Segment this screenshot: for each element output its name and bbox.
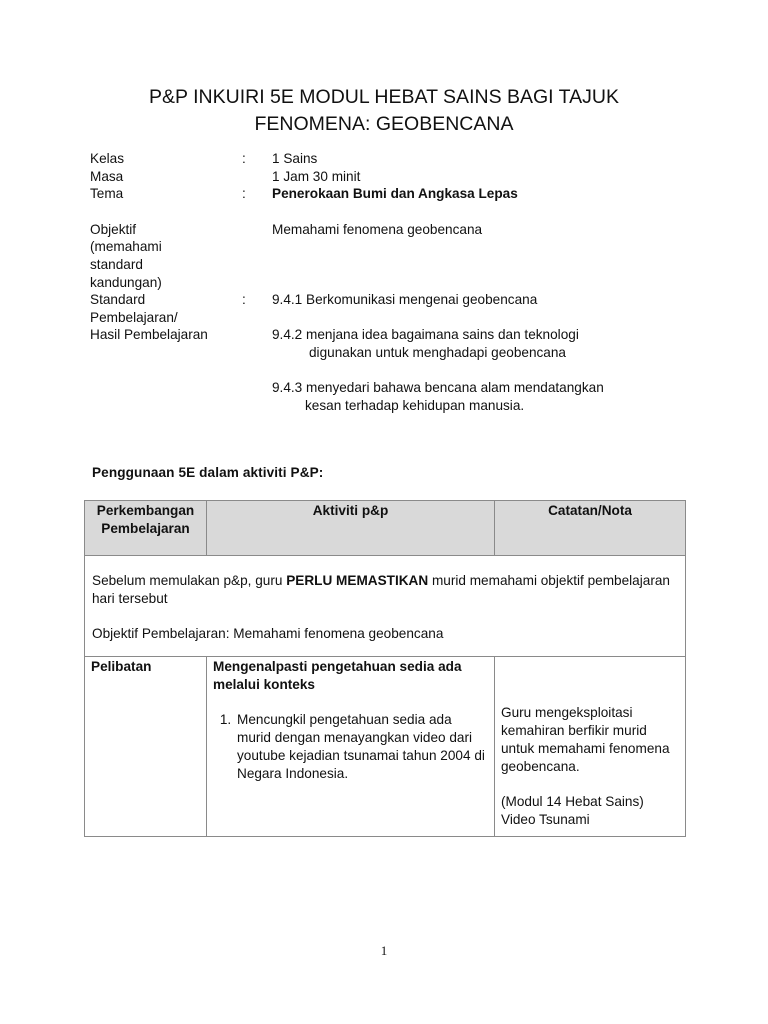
kelas-colon: :	[242, 151, 246, 166]
standard-label-line: Standard	[90, 292, 146, 308]
intro-instruction	[92, 572, 678, 608]
tema-value: Penerokaan Bumi dan Angkasa Lepas	[272, 186, 518, 202]
objektif-label-line: kandungan)	[90, 274, 162, 290]
masa-value: 1 Jam 30 minit	[272, 168, 361, 184]
info-row-standard	[90, 291, 690, 414]
objektif-label	[90, 221, 235, 291]
intro-text: Sebelum memulakan p&p, guru	[92, 573, 287, 588]
note-reference: (Modul 14 Hebat Sains) Video Tsunami	[501, 794, 644, 827]
info-row-masa	[90, 168, 690, 186]
kelas-label: Kelas	[90, 151, 125, 166]
info-row-objektif	[90, 221, 690, 291]
objektif-label-line: Objektif	[90, 221, 137, 237]
standard-item-line: 9.4.3 menyedari bahawa bencana alam mendatangkan	[272, 380, 604, 396]
info-row-kelas	[90, 150, 690, 168]
document-title	[0, 84, 768, 138]
page-number: 1	[380, 943, 388, 958]
note-content	[501, 704, 679, 829]
phase-name: Pelibatan	[85, 657, 207, 837]
standard-label-line: Hasil Pembelajaran	[90, 327, 208, 343]
tema-colon: :	[242, 186, 246, 202]
standard-item-line: 9.4.2 menjana idea bagaimana sains dan teknologi	[272, 327, 579, 343]
activity-table	[84, 500, 686, 837]
note-text: Guru mengeksploitasi kemahiran berfikir murid untuk memahami fenomena geobencana.	[501, 705, 670, 774]
section-title: Penggunaan 5E dalam aktiviti P&P:	[92, 465, 324, 480]
masa-label: Masa	[90, 168, 124, 184]
intro-cell	[85, 556, 686, 657]
lesson-info	[90, 150, 690, 414]
standard-item-941: 9.4.1 Berkomunikasi mengenai geobencana	[272, 292, 538, 308]
standard-item-line: digunakan untuk menghadapi geobencana	[309, 344, 566, 360]
activity-step: 1. Mencungkil pengetahuan sedia ada murid dengan menayangkan video dari youtube kejadian tsunamai tahun 2004 di Negara Indonesia.	[235, 711, 488, 783]
standard-item-line: kesan terhadap kehidupan manusia.	[305, 397, 525, 413]
standard-label	[90, 291, 235, 344]
objektif-label-line: (memahami	[90, 239, 162, 255]
header-catatan: Catatan/Nota	[495, 501, 686, 556]
standard-items	[272, 291, 690, 414]
title-line-2: FENOMENA: GEOBENCANA	[254, 113, 514, 135]
tema-label: Tema	[90, 186, 124, 202]
standard-item-943	[272, 379, 690, 414]
intro-objective: Objektif Pembelajaran: Memahami fenomena geobencana	[92, 626, 444, 641]
activity-cell	[207, 657, 495, 837]
activity-heading: Mengenalpasti pengetahuan sedia ada melalui konteks	[213, 659, 462, 692]
objektif-value: Memahami fenomena geobencana	[272, 221, 483, 237]
header-perkembangan: Perkembangan Pembelajaran	[85, 501, 207, 556]
objektif-label-line: standard	[90, 256, 143, 272]
intro-emphasis: PERLU MEMASTIKAN	[286, 573, 429, 588]
table-intro-row	[85, 556, 686, 657]
header-aktiviti: Aktiviti p&p	[207, 501, 495, 556]
intro-text: murid memahami objektif pembelajaran hari tersebut	[92, 573, 670, 606]
kelas-value: 1 Sains	[272, 151, 318, 166]
title-line-1: P&P INKUIRI 5E MODUL HEBAT SAINS BAGI TAJUK	[149, 86, 619, 108]
info-row-tema	[90, 185, 690, 203]
standard-label-line: Pembelajaran/	[90, 309, 178, 325]
activity-steps	[213, 711, 488, 783]
standard-colon: :	[242, 292, 246, 308]
note-cell	[495, 657, 686, 837]
table-header-row	[85, 501, 686, 556]
table-row	[85, 657, 686, 837]
standard-item-942	[272, 326, 690, 361]
